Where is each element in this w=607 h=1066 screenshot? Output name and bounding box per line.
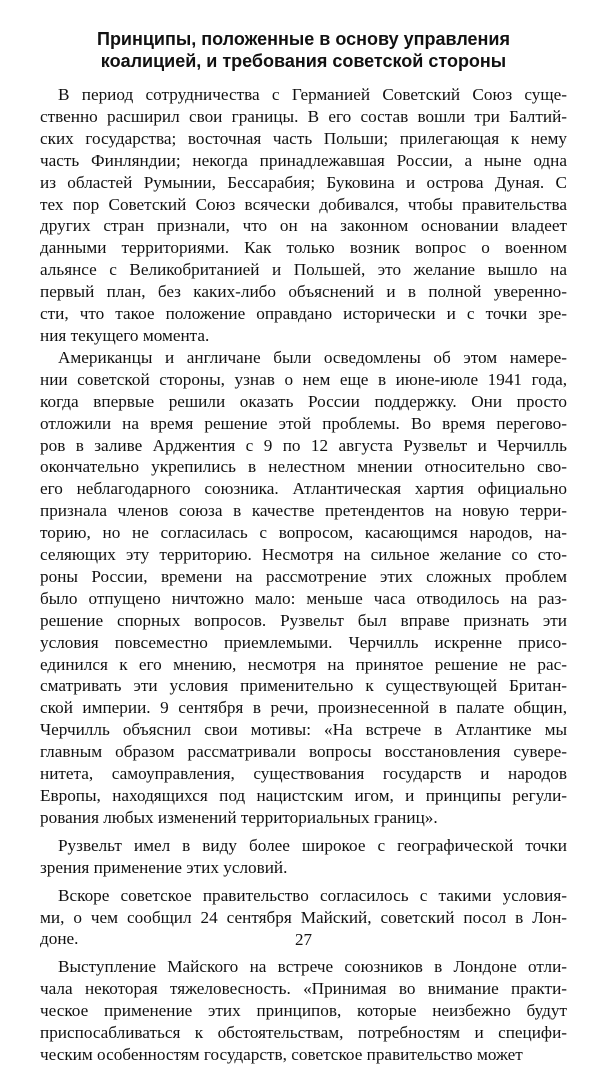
text-line: сти, что такое положение оправдано исторически и с точки зре- bbox=[40, 304, 567, 324]
text-line: Рузвельт имел в виду более широкое с географической точки bbox=[58, 835, 567, 855]
text-line: отложили на время решение этой проблемы. Во время перегово- bbox=[40, 413, 567, 433]
text-line: чала некоторая тяжеловесность. «Принимая во внимание практи- bbox=[40, 979, 567, 999]
text-line: условия повсеместно приемлемыми. Черчилль искренне присо- bbox=[40, 632, 567, 652]
paragraph bbox=[40, 835, 567, 879]
text-line: доне. bbox=[40, 929, 79, 949]
text-line: ческое применение этих принципов, которые неизбежно будут bbox=[40, 1001, 567, 1021]
paragraph bbox=[40, 347, 567, 829]
text-line: В период сотрудничества с Германией Советский Союз суще- bbox=[58, 85, 567, 104]
text-line: ческим особенностям государств, советское правительство может bbox=[40, 1044, 523, 1064]
text-line: главным образом рассматривали вопросы восстановления сувере- bbox=[40, 742, 567, 762]
text-line: нитета, самоуправления, существования государств и народов bbox=[40, 764, 567, 784]
text-line: из областей Румынии, Бессарабия; Буковина и острова Дуная. С bbox=[40, 172, 567, 192]
section-title bbox=[40, 28, 567, 72]
text-line: селяющих эту территорию. Несмотря на сильное желание со сто- bbox=[40, 545, 567, 565]
text-line: единился к его мнению, несмотря на принятое решение не рас- bbox=[40, 654, 567, 674]
text-line: было отпущено ничтожно мало: меньше часа отводилось на раз- bbox=[40, 588, 567, 608]
text-line: часть Финляндии; некогда принадлежавшая России, а ныне одна bbox=[40, 150, 567, 170]
paragraph bbox=[40, 84, 567, 347]
text-line: рования любых изменений территориальных границ». bbox=[40, 807, 438, 827]
text-line: Американцы и англичане были осведомлены об этом намере- bbox=[58, 347, 567, 367]
text-line: других стран признали, что он на законном основании владеет bbox=[40, 216, 567, 236]
text-line: окончательно укрепились в нелестном мнении относительно сво- bbox=[40, 457, 567, 477]
text-line: решение спорных вопросов. Рузвельт был вправе признать эти bbox=[40, 610, 567, 630]
text-line: зрения применение этих условий. bbox=[40, 857, 288, 877]
text-line: приспосабливаться к обстоятельствам, потребностям и специфи- bbox=[40, 1023, 567, 1043]
text-line: когда впервые решили оказать России поддержку. Они просто bbox=[40, 391, 567, 411]
body-text bbox=[40, 84, 567, 1066]
text-line: ми, о чем сообщил 24 сентября Майский, советский посол в Лон- bbox=[40, 907, 567, 927]
text-line: Вскоре советское правительство согласилось с такими условия- bbox=[58, 885, 567, 905]
text-line: признала членов союза в качестве претендентов на новую терри- bbox=[40, 501, 567, 521]
text-line: тех пор Советский Союз всячески добивался, чтобы правительства bbox=[40, 194, 567, 214]
text-line: роны России, времени на рассмотрение этих сложных проблем bbox=[40, 566, 567, 586]
text-line: Черчилль объяснил свои мотивы: «На встрече в Атлантике мы bbox=[40, 720, 567, 740]
text-line: сматривать эти условия применительно к существующей Британ- bbox=[40, 676, 567, 696]
text-line: ской империи. 9 сентября в речи, произнесенной в палате общин, bbox=[40, 698, 567, 718]
text-line: ских государства; восточная часть Польши; прилегающая к нему bbox=[40, 128, 567, 148]
text-line: торию, но не согласилась с вопросом, касающимся народов, на- bbox=[40, 523, 567, 543]
text-line: нии советской стороны, узнав о нем еще в июне-июле 1941 года, bbox=[40, 369, 567, 389]
text-line: ния текущего момента. bbox=[40, 325, 210, 345]
text-line: альянсе с Великобританией и Польшей, это желание вышло на bbox=[40, 260, 567, 280]
text-line: ственно расширил свои границы. В его состав вошли три Балтий- bbox=[40, 106, 567, 126]
text-line: данными территориями. Как только возник вопрос о военном bbox=[40, 238, 567, 258]
paragraph bbox=[40, 956, 567, 1066]
text-line: Выступление Майского на встрече союзников в Лондоне отли- bbox=[58, 957, 567, 977]
text-line: ров в заливе Арджентия с 9 по 12 августа Рузвельт и Черчилль bbox=[40, 435, 567, 455]
page-number: 27 bbox=[295, 930, 312, 949]
section-title-line: коалицией, и требования советской стороны bbox=[100, 51, 507, 71]
text-line: первый план, без каких-либо объяснений и в полной уверенно- bbox=[40, 282, 567, 302]
text-line: его неблагодарного союзника. Атлантическая хартия официально bbox=[40, 479, 567, 499]
text-line: Европы, находящихся под нацистским игом, и принципы регули- bbox=[40, 786, 567, 805]
section-title-line: Принципы, положенные в основу управления bbox=[97, 29, 510, 49]
